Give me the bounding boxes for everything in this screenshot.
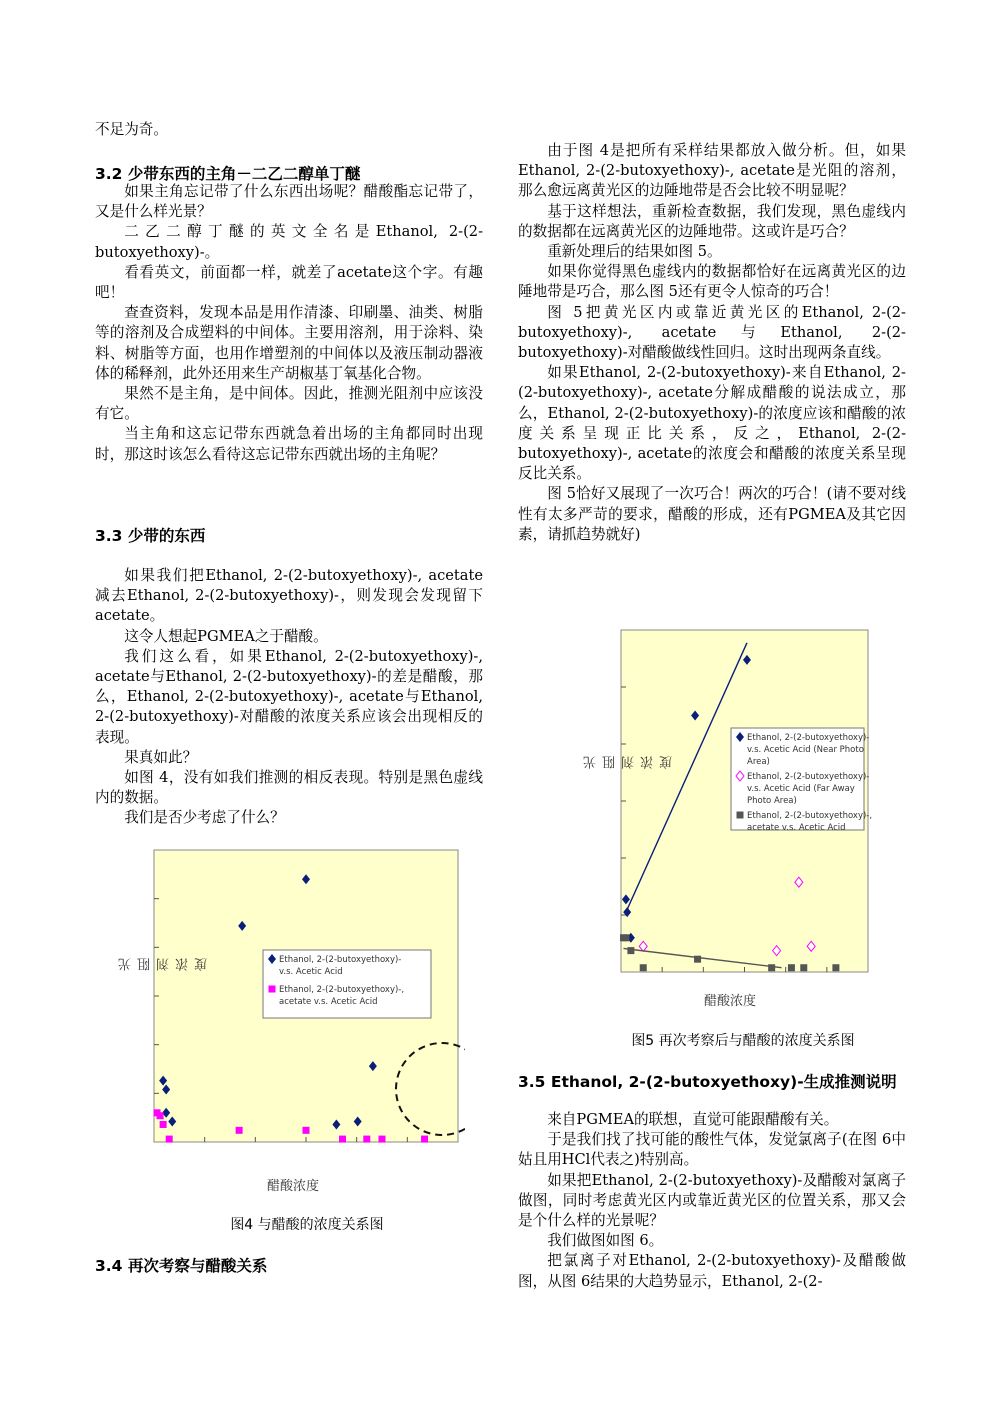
legend-marker bbox=[737, 812, 744, 819]
fig5-x-axis-label: 醋酸浓度 bbox=[704, 994, 757, 1009]
figure-4-chart bbox=[145, 846, 465, 1146]
legend-label: Photo Area) bbox=[747, 796, 797, 806]
paragraph: 我们是否少考虑了什么？ bbox=[124, 809, 285, 827]
figure-5-chart bbox=[616, 626, 876, 978]
data-point bbox=[627, 947, 634, 954]
data-point bbox=[157, 1112, 164, 1119]
paragraph: 基于这样想法，重新检查数据，我们发现，黑色虚线内的数据都在远离黄光区的边陲地带。这或许是巧合？ bbox=[518, 202, 906, 240]
paragraph: 如果Ethanol, 2-(2-butoxyethoxy)-来自Ethanol, 2-(2-butoxyethoxy)-, acetate分解成醋酸的说法成立，那么，Ethanol, 2-(2-butoxyethoxy)-的浓度应该和醋酸的浓度关系呈现正比关系，反之，Ethanol, 2-(2-butoxyethoxy)-, acetate的浓度会和醋酸的浓度关系呈现反比关系。 bbox=[518, 364, 906, 483]
figure-4-caption: 图4 与醋酸的浓度关系图 bbox=[230, 1217, 384, 1233]
data-point bbox=[768, 964, 775, 971]
paragraph: 我们做图如图 6。 bbox=[547, 1232, 664, 1250]
heading-3-3: 3.3 少带的东西 bbox=[95, 527, 206, 545]
paragraph: 来自PGMEA的联想，直觉可能跟醋酸有关。 bbox=[547, 1111, 839, 1128]
data-point bbox=[622, 934, 629, 941]
paragraph: 如果我们把Ethanol, 2-(2-butoxyethoxy)-, acetate减去Ethanol, 2-(2-butoxyethoxy)-，则发现会发现留下acetate。 bbox=[95, 567, 483, 625]
fig4-y-axis-label: 光阻剂浓度 bbox=[119, 958, 210, 971]
data-point bbox=[363, 1136, 370, 1143]
data-point bbox=[800, 964, 807, 971]
data-point bbox=[236, 1127, 243, 1134]
legend-label: Ethanol, 2-(2-butoxyethoxy)- bbox=[747, 772, 870, 782]
paragraph-top: 不足为奇。 bbox=[95, 121, 168, 138]
data-point bbox=[160, 1121, 167, 1128]
data-point bbox=[788, 964, 795, 971]
section-3-4-body bbox=[518, 141, 906, 545]
paragraph: 图 5恰好又展现了一次巧合！两次的巧合！(请不要对线性有太多严苛的要求，醋酸的形成，还有PGMEA及其它因素，请抓趋势就好) bbox=[518, 485, 906, 543]
paragraph: 当主角和这忘记带东西就急着出场的主角都同时出现时，那这时该怎么看待这忘记带东西就出场的主角呢？ bbox=[95, 425, 483, 463]
paragraph: 二乙二醇丁醚的英文全名是Ethanol, 2-(2-butoxyethoxy)-。 bbox=[95, 223, 483, 261]
chart-legend bbox=[263, 950, 431, 1018]
legend-label: Ethanol, 2-(2-butoxyethoxy)-, bbox=[747, 811, 873, 821]
data-point bbox=[421, 1136, 428, 1143]
chart-legend bbox=[731, 728, 872, 833]
legend-label: Area) bbox=[747, 757, 770, 767]
paragraph: 如果主角忘记带了什么东西出场呢？醋酸酯忘记带了，又是什么样光景？ bbox=[95, 183, 483, 221]
legend-label: Ethanol, 2-(2-butoxyethoxy)-, bbox=[279, 985, 405, 995]
data-point bbox=[640, 964, 647, 971]
legend-label: v.s. Acetic Acid bbox=[279, 967, 343, 977]
legend-label: v.s. Acetic Acid (Near Photo bbox=[747, 745, 864, 755]
figure-5-caption: 图5 再次考察后与醋酸的浓度关系图 bbox=[631, 1033, 855, 1049]
section-3-3-body bbox=[95, 566, 483, 829]
section-3-2-body bbox=[95, 182, 483, 465]
paragraph: 我们这么看，如果Ethanol, 2-(2-butoxyethoxy)-, acetate与Ethanol, 2-(2-butoxyethoxy)-的差是醋酸，那么，Ethanol, 2-(2-butoxyethoxy)-, acetate与Ethanol, 2-(2-butoxyethoxy)-对醋酸的浓度关系应该会出现相反的表现。 bbox=[95, 647, 483, 746]
data-point bbox=[379, 1136, 386, 1143]
paragraph: 把氯离子对Ethanol, 2-(2-butoxyethoxy)-及醋酸做图，从图 6结果的大趋势显示，Ethanol, 2-(2- bbox=[518, 1252, 906, 1290]
paragraph: 如图 4，没有如我们推测的相反表现。特别是黑色虚线内的数据。 bbox=[95, 769, 483, 807]
paragraph: 果真如此？ bbox=[124, 748, 198, 766]
paragraph: 如果你觉得黑色虚线内的数据都恰好在远离黄光区的边陲地带是巧合，那么图 5还有更令人惊奇的巧合！ bbox=[518, 263, 906, 301]
paragraph: 如果把Ethanol, 2-(2-butoxyethoxy)-及醋酸对氯离子做图，同时考虑黄光区内或靠近黄光区的位置关系，那又会是个什么样的光景呢？ bbox=[518, 1171, 906, 1230]
legend-label: Ethanol, 2-(2-butoxyethoxy)- bbox=[279, 955, 402, 965]
legend-label: acetate v.s. Acetic Acid bbox=[747, 823, 846, 833]
heading-3-4: 3.4 再次考察与醋酸关系 bbox=[95, 1257, 268, 1275]
legend-marker bbox=[269, 986, 276, 993]
paragraph: 这令人想起PGMEA之于醋酸。 bbox=[124, 627, 328, 645]
fig4-x-axis-label: 醋酸浓度 bbox=[267, 1179, 320, 1194]
data-point bbox=[339, 1136, 346, 1143]
legend-label: acetate v.s. Acetic Acid bbox=[279, 997, 378, 1007]
paragraph: 由于图 4是把所有采样结果都放入做分析。但，如果Ethanol, 2-(2-butoxyethoxy)-, acetate是光阻的溶剂，那么愈远离黄光区的边陲地带是否会比较不明显呢？ bbox=[518, 142, 906, 200]
paragraph: 果然不是主角，是中间体。因此，推测光阻剂中应该没有它。 bbox=[95, 385, 483, 423]
paragraph: 重新处理后的结果如图 5。 bbox=[547, 243, 722, 261]
legend-label: v.s. Acetic Acid (Far Away bbox=[747, 784, 855, 794]
data-point bbox=[166, 1136, 173, 1143]
data-point bbox=[694, 956, 701, 963]
legend-label: Ethanol, 2-(2-butoxyethoxy)- bbox=[747, 733, 870, 743]
data-point bbox=[832, 964, 839, 971]
paragraph: 查查资料，发现本品是用作清漆、印刷墨、油类、树脂等的溶剂及合成塑料的中间体。主要用溶剂，用于涂料、染料、树脂等方面，也用作增塑剂的中间体以及液压制动器液体的稀释剂，此外还用来生产胡椒基丁氧基化合物。 bbox=[95, 304, 483, 382]
paragraph: 图 5把黄光区内或靠近黄光区的Ethanol, 2-(2-butoxyethoxy)-, acetate与Ethanol, 2-(2-butoxyethoxy)-对醋酸做线性回归。这时出现两条直线。 bbox=[518, 303, 906, 362]
heading-3-2: 3.2 少带东西的主角－二乙二醇单丁醚 bbox=[95, 165, 361, 183]
paragraph: 看看英文，前面都一样，就差了acetate这个字。有趣吧！ bbox=[95, 263, 483, 302]
paragraph: 于是我们找了找可能的酸性气体，发觉氯离子(在图 6中姑且用HCl代表之)特别高。 bbox=[518, 1131, 906, 1169]
data-point bbox=[303, 1127, 310, 1134]
section-3-5-body bbox=[518, 1110, 906, 1292]
fig5-y-axis-label: 光阻剂浓度 bbox=[584, 756, 675, 769]
heading-3-5: 3.5 Ethanol, 2-(2-butoxyethoxy)-生成推测说明 bbox=[518, 1073, 897, 1091]
